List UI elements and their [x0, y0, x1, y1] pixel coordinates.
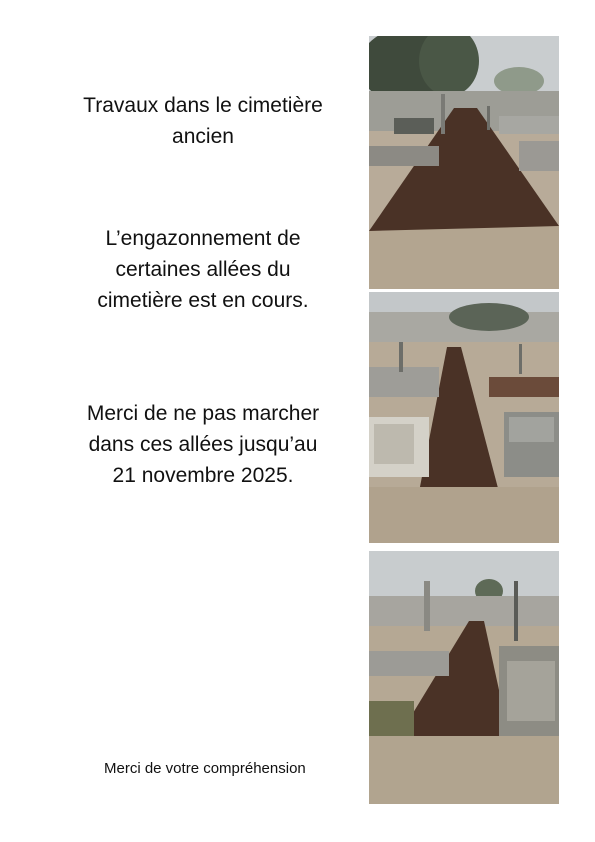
cemetery-path-photo-3 [369, 551, 559, 804]
notice-paragraph-lawn-line-1: L’engazonnement de [105, 227, 301, 250]
cemetery-path-photo-1 [369, 36, 559, 289]
cemetery-path-photo-2-image [369, 292, 559, 543]
thanks-note: Merci de votre compréhension [104, 760, 306, 777]
notice-paragraph-lawn-line-3: cimetière est en cours. [97, 289, 309, 312]
notice-paragraph-request [40, 398, 366, 491]
notice-title-line-2: ancien [172, 125, 234, 148]
notice-paragraph-lawn [40, 223, 366, 316]
notice-paragraph-request-line-1: Merci de ne pas marcher [86, 402, 320, 425]
cemetery-path-photo-2 [369, 292, 559, 543]
notice-paragraph-request-line-2: dans ces allées jusqu’au [88, 433, 318, 456]
notice-title-line-1: Travaux dans le cimetière [83, 94, 323, 117]
notice-title [40, 90, 366, 152]
cemetery-path-photo-3-image [369, 551, 559, 804]
notice-paragraph-request-line-3: 21 novembre 2025. [112, 464, 294, 487]
cemetery-path-photo-1-image [369, 36, 559, 289]
notice-paragraph-lawn-line-2: certaines allées du [115, 258, 291, 281]
